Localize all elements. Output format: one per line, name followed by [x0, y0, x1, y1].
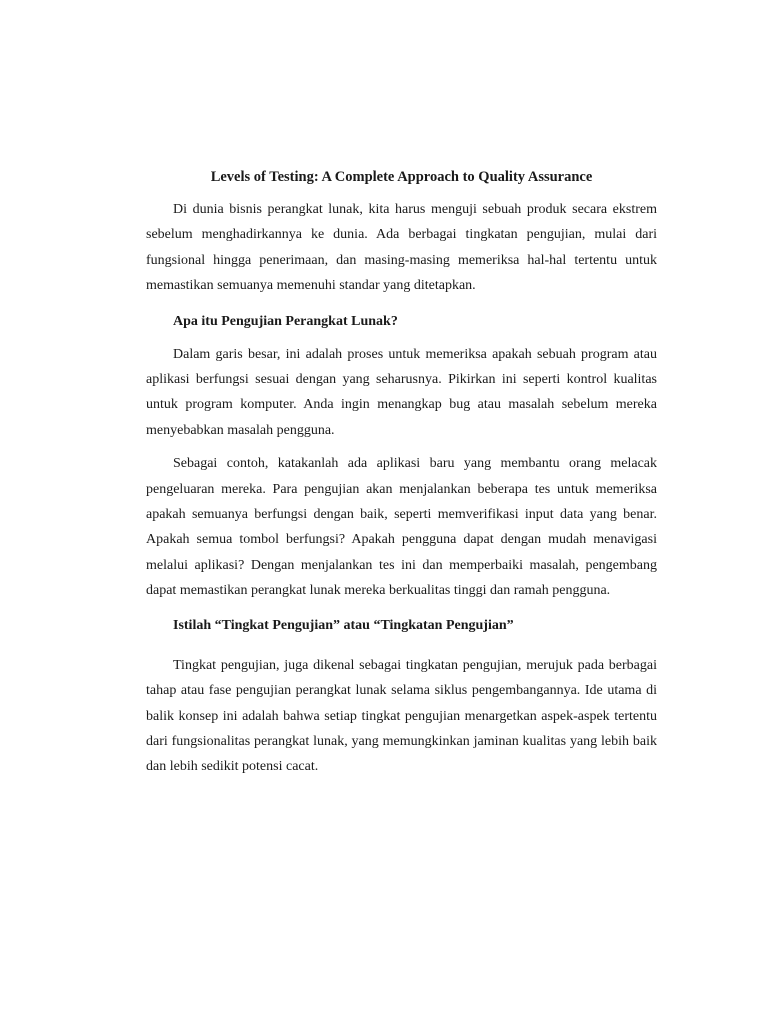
- section-2-paragraph-1: Tingkat pengujian, juga dikenal sebagai tingkatan pengujian, merujuk pada berbagai tahap atau fase pengujian perangkat lunak selama siklus pengembangannya. Ide utama di balik konsep ini adalah bahwa setiap tingkat pengujian menargetkan aspek-aspek tertentu dari fungsionalitas perangkat lunak, yang memungkinkan jaminan kualitas yang lebih baik dan lebih sedikit potensi cacat.: [146, 657, 657, 775]
- section-heading-testing-levels: Istilah “Tingkat Pengujian” atau “Tingkatan Pengujian”: [173, 617, 514, 633]
- section-1-paragraph-2: Sebagai contoh, katakanlah ada aplikasi baru yang membantu orang melacak pengeluaran mereka. Para pengujian akan menjalankan beberapa tes untuk memeriksa apakah semuanya berfungsi dengan baik, seperti memverifikasi input data yang benar. Apakah semua tombol berfungsi? Apakah pengguna dapat dengan mudah menavigasi melalui aplikasi? Dengan menjalankan tes ini dan memperbaiki masalah, pengembang dapat memastikan perangkat lunak mereka berkualitas tinggi dan ramah pengguna.: [146, 456, 657, 599]
- section-1-paragraph-1: Dalam garis besar, ini adalah proses untuk memeriksa apakah sebuah program atau aplikasi berfungsi sesuai dengan yang seharusnya. Pikirkan ini seperti kontrol kualitas untuk program komputer. Anda ingin menangkap bug atau masalah sebelum mereka menyebabkan masalah pengguna.: [146, 346, 657, 438]
- document-title: Levels of Testing: A Complete Approach to Quality Assurance: [210, 169, 593, 185]
- section-heading-software-testing: Apa itu Pengujian Perangkat Lunak?: [173, 313, 398, 329]
- document-page: [146, 166, 657, 788]
- intro-paragraph: Di dunia bisnis perangkat lunak, kita harus menguji sebuah produk secara ekstrem sebelum menghadirkannya ke dunia. Ada berbagai tingkatan pengujian, mulai dari fungsional hingga penerimaan, dan masing-masing memeriksa hal-hal tertentu untuk memastikan semuanya memenuhi standar yang ditetapkan.: [146, 202, 657, 294]
